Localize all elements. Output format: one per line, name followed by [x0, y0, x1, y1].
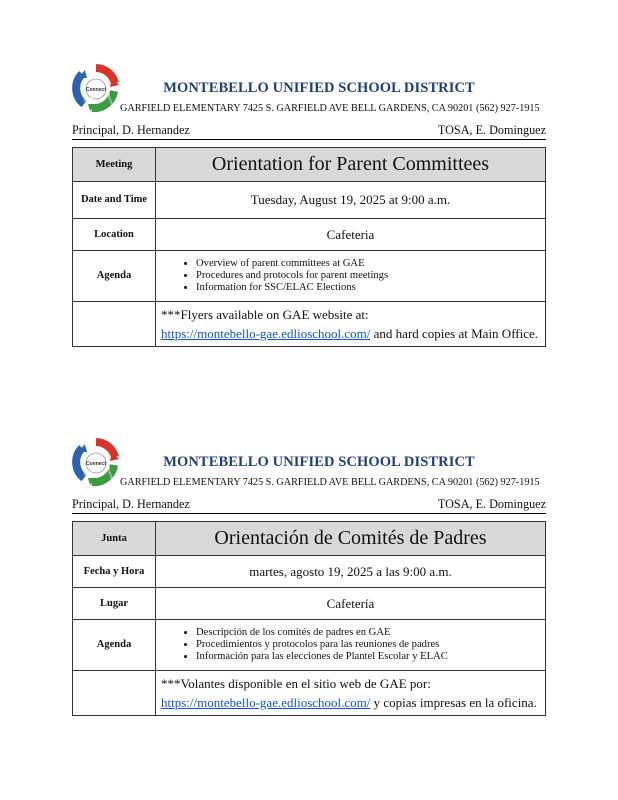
datetime-value: martes, agosto 19, 2025 a las 9:00 a.m.	[156, 556, 546, 588]
svg-text:Teacher: Teacher	[106, 92, 115, 107]
svg-text:Parent: Parent	[85, 444, 96, 448]
principal-name: Principal, D. Hernandez	[72, 497, 190, 511]
svg-text:Student: Student	[82, 468, 96, 477]
svg-text:Student: Student	[82, 94, 96, 103]
meeting-label: Meeting	[73, 148, 156, 182]
svg-text:Teacher: Teacher	[106, 466, 115, 481]
staff-line	[72, 120, 546, 140]
note-cell	[156, 671, 546, 716]
website-link[interactable]: https://montebello-gae.edlioschool.com/	[161, 326, 371, 341]
letterhead	[72, 444, 546, 494]
meeting-title: Orientación de Comités de Padres	[156, 522, 546, 556]
agenda-label: Agenda	[73, 251, 156, 302]
agenda-item: • Descripción de los comités de padres en GAE	[196, 627, 545, 639]
location-value: Cafeteria	[156, 219, 546, 251]
datetime-label: Fecha y Hora	[73, 556, 156, 588]
agenda-cell	[156, 251, 546, 302]
agenda-item: • Procedimientos y protocolos para las reuniones de padres	[196, 639, 545, 651]
meeting-table	[72, 147, 546, 347]
location-label: Location	[73, 219, 156, 251]
flyer-spanish	[72, 444, 546, 716]
tosa-name: TOSA, E. Dominguez	[437, 497, 546, 511]
agenda-list	[156, 258, 545, 295]
note-prefix: ***Flyers available on GAE website at:	[161, 307, 369, 322]
district-name: MONTEBELLO UNIFIED SCHOOL DISTRICT	[163, 454, 475, 470]
meeting-title: Orientation for Parent Committees	[156, 148, 546, 182]
tosa-name: TOSA, E. Dominguez	[437, 123, 546, 137]
note-prefix: ***Volantes disponible en el sitio web de GAE por:	[161, 676, 431, 691]
staff-line	[72, 494, 546, 514]
location-label: Lugar	[73, 588, 156, 620]
note-suffix: and hard copies at Main Office.	[370, 326, 539, 341]
location-value: Cafetería	[156, 588, 546, 620]
note-suffix: y copias impresas en la oficina.	[370, 695, 537, 710]
flyer-english	[72, 70, 546, 347]
school-address: GARFIELD ELEMENTARY 7425 S. GARFIELD AVE BELL GARDENS, CA 90201 (562) 927-1915	[120, 477, 540, 488]
letterhead	[72, 70, 546, 120]
agenda-item: • Overview of parent committees at GAE	[196, 258, 545, 270]
district-name: MONTEBELLO UNIFIED SCHOOL DISTRICT	[163, 80, 475, 96]
school-address: GARFIELD ELEMENTARY 7425 S. GARFIELD AVE BELL GARDENS, CA 90201 (562) 927-1915	[120, 103, 540, 114]
note-empty-cell	[73, 302, 156, 347]
agenda-item: • Procedures and protocols for parent meetings	[196, 270, 545, 282]
note-empty-cell	[73, 671, 156, 716]
svg-text:Connect: Connect	[86, 461, 106, 467]
svg-text:Parent: Parent	[85, 70, 96, 74]
datetime-value: Tuesday, August 19, 2025 at 9:00 a.m.	[156, 182, 546, 219]
principal-name: Principal, D. Hernandez	[72, 123, 190, 137]
agenda-cell	[156, 620, 546, 671]
agenda-list	[156, 627, 545, 664]
agenda-item: • Information for SSC/ELAC Elections	[196, 282, 545, 294]
agenda-item: • Información para las elecciones de Plantel Escolar y ELAC	[196, 651, 545, 663]
website-link[interactable]: https://montebello-gae.edlioschool.com/	[161, 695, 371, 710]
meeting-label: Junta	[73, 522, 156, 556]
datetime-label: Date and Time	[73, 182, 156, 219]
note-cell	[156, 302, 546, 347]
meeting-table	[72, 521, 546, 716]
svg-text:Connect: Connect	[86, 87, 106, 93]
agenda-label: Agenda	[73, 620, 156, 671]
